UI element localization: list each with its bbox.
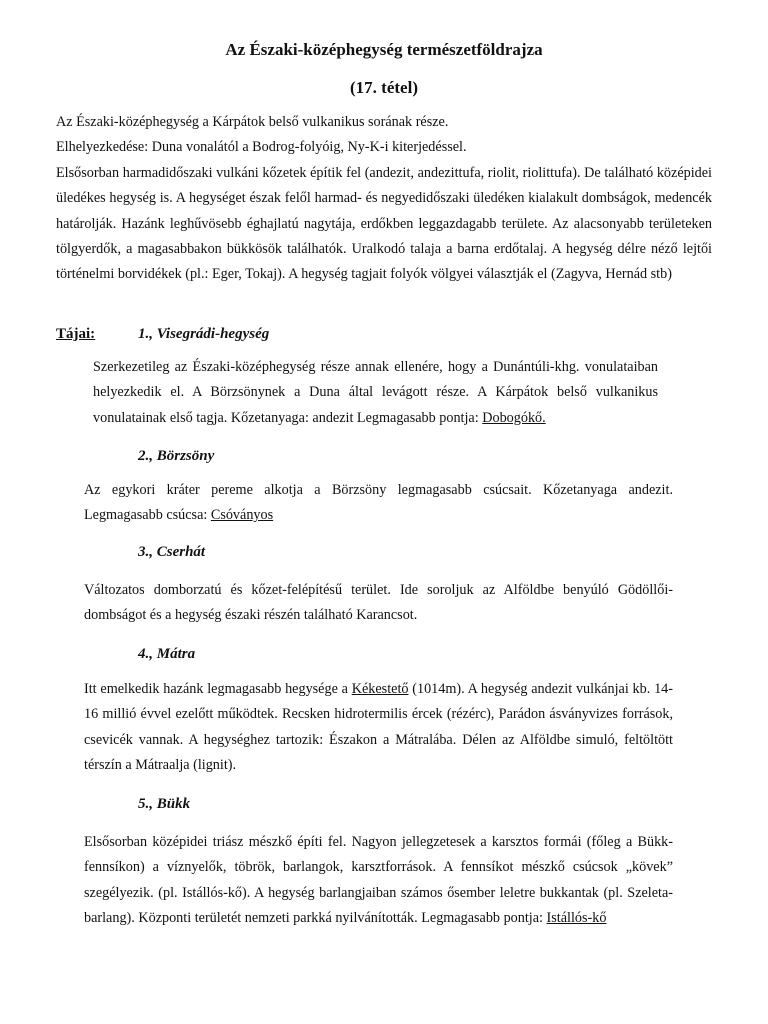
paragraph-borzsony — [84, 478, 673, 529]
document-title: Az Északi-középhegység természetföldrajza — [225, 40, 543, 59]
intro-paragraph — [56, 110, 712, 288]
text-borzsony: Az egykori kráter pereme alkotja a Börzsöny legmagasabb csúcsait. Kőzetanyaga andezit. Legmagasabb csúcsa: — [84, 482, 673, 524]
link-kekesteto: Kékestető — [351, 681, 409, 697]
heading-visegradi: 1., Visegrádi-hegység — [138, 326, 270, 342]
text-bukk: Elsősorban középidei triász mészkő építi fel. Nagyon jellegzetesek a karsztos formái (főleg a Bükk-fennsíkon) a víznyelők, töbrök, barlangok, karsztforrások. A fennsíkot mészkő csúcsok „kövek” szegélyezik. (pl. Istállós-kő). A hegység barlangjaiban számos ősember leletre bukkantak (pl. Szeleta-barlang). Központi területét nemzeti parkká nyilvánították. Legmagasabb pontja: — [84, 834, 673, 927]
section-label: Tájai: — [56, 326, 96, 342]
paragraph-cserhat — [84, 578, 673, 629]
link-dobogoko: Dobogókő. — [482, 409, 546, 426]
paragraph-matra — [84, 677, 673, 779]
heading-borzsony: 2., Börzsöny — [138, 448, 215, 464]
text-matra-after: (1014m). A hegység andezit vulkánjai kb. 14-16 millió évvel ezelőtt működtek. Recsken hidrotermilis ércek (rézérc), Parádon ásványvizes források, csevicék vannak. A hegységhez tartozik: Északon a Mátralába. Délen az Alföldbe simuló, feltöltött térszín a Mátraalja (lignit). — [84, 681, 673, 774]
intro-body: Elsősorban harmadidőszaki vulkáni kőzetek építik fel (andezit, andezittufa, riolit, riolittufa). De található középidei üledékes hegység is. A hegységet észak felől harmad- és negyedidőszaki üledéken kialakult dombságok, medencék határolják. Hazánk leghűvösebb éghajlatú nagytája, erdőkben leggazdagabb területe. Az alacsonyabb területeken tölgyerdők, a magasabbakon bükkösök találhatók. Uralkodó talaja a barna erdőtalaj. A hegység délre néző lejtői történelmi borvidékek (pl.: Eger, Tokaj). A hegység tagjait folyók völgyei választják el (Zagyva, Hernád stb) — [56, 164, 712, 283]
heading-bukk: 5., Bükk — [138, 796, 191, 812]
heading-matra: 4., Mátra — [138, 646, 196, 662]
text-matra-before: Itt emelkedik hazánk legmagasabb hegysége a — [84, 681, 352, 697]
link-csovanyos: Csóványos — [210, 507, 274, 524]
text-cserhat: Változatos domborzatú és kőzet-felépítésű terület. Ide soroljuk az Alföldbe benyúló Gödöllői-dombságot és a hegység északi részén található Karancsot. — [84, 582, 673, 624]
text-visegradi: Szerkezetileg az Északi-középhegység része annak ellenére, hogy a Dunántúli-khg. vonulataiban helyezkedik el. A Börzsönynek a Duna által levágott része. A Kárpátok belső vulkanikus vonulatainak első tagja. Kőzetanyaga: andezit Legmagasabb pontja: — [93, 359, 658, 426]
intro-line-2: Elhelyezkedése: Duna vonalától a Bodrog-folyóig, Ny-K-i kiterjedéssel. — [56, 139, 467, 156]
paragraph-bukk — [84, 830, 673, 932]
document-subtitle: (17. tétel) — [350, 78, 418, 97]
link-istallos-ko: Istállós-kő — [546, 910, 607, 927]
heading-cserhat: 3., Cserhát — [138, 544, 206, 560]
paragraph-visegradi — [93, 355, 658, 431]
intro-line-1: Az Északi-középhegység a Kárpátok belső vulkanikus sorának része. — [56, 114, 449, 130]
